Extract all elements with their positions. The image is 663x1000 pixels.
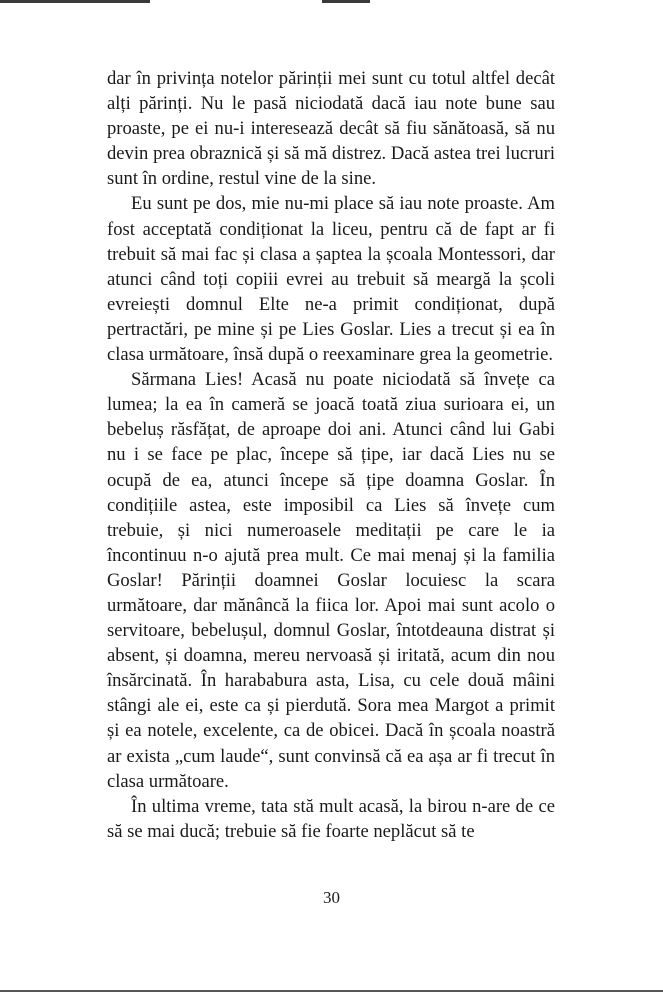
paragraph-1: dar în privința notelor părinții mei sunt cu totul altfel decât alți părinți. Nu le pasă niciodată dacă iau note bune sau proaste, pe ei nu-i interesează decât să fiu sănătoasă, să nu devin prea obraznică și să mă distrez. Dacă astea trei lucruri sunt în ordine, restul vine de la sine.	[107, 68, 555, 190]
bottom-edge-rule	[0, 990, 663, 992]
paragraph-4: În ultima vreme, tata stă mult acasă, la birou n-are de ce să se mai ducă; trebuie să fie foarte neplăcut să te	[107, 795, 555, 842]
paragraph-3: Sărmana Lies! Acasă nu poate niciodată să învețe ca lumea; la ea în cameră se joacă toată ziua surioara ei, un bebeluș răsfățat, de aproape doi ani. Atunci când lui Gabi nu i se face pe plac, începe să țipe, iar dacă Lies nu se ocupă de ea, atunci începe să țipe doamna Goslar. În condițiile astea, este imposibil ca Lies să învețe cum trebuie, și nici numeroasele meditații pe care le ia încontinuu n-o ajută prea mult. Ce mai menaj și la familia Goslar! Părinții doamnei Goslar locuiesc la scara următoare, dar mănâncă la fiica lor. Apoi mai sunt acolo o servitoare, bebelușul, domnul Goslar, întotdeauna distrat și absent, și doamna, mereu nervoasă și iritată, acum din nou însărcinată. În harababura asta, Lisa, cu cele două mâini stângi ale ei, este ca și pierdută. Sora mea Margot a primit și ea notele, excelente, ca de obicei. Dacă în școala noastră ar exista „cum laude“, sunt convinsă că ea așa ar fi trecut în clasa următoare.	[107, 369, 555, 792]
top-edge-rule-left	[0, 0, 150, 3]
body-text	[107, 66, 555, 844]
paragraph-2: Eu sunt pe dos, mie nu-mi place să iau note proaste. Am fost acceptată condiționat la liceu, pentru că de fapt ar fi trebuit să mai fac și clasa a șaptea la școala Montessori, dar atunci când toți copiii evrei au trebuit să meargă la școli evreiești domnul Elte ne-a primit condiționat, după pertractări, pe mine și pe Lies Goslar. Lies a trecut și ea în clasa următoare, însă după o reexaminare grea la geometrie.	[107, 193, 555, 366]
top-edge-rule-center	[322, 0, 370, 3]
page-number: 30	[323, 888, 340, 907]
